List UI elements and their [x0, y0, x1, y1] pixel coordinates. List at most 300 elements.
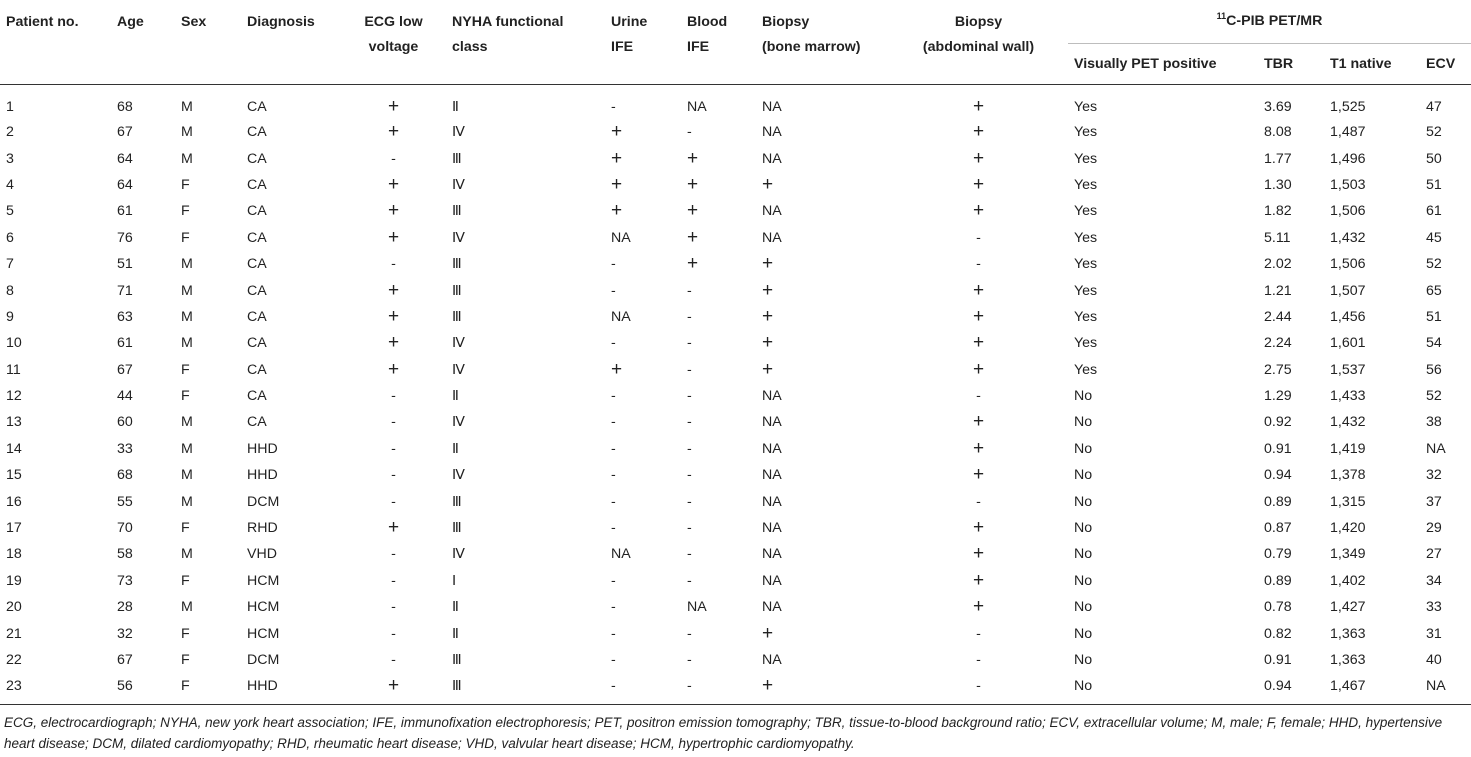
- cell-tbr: 1.82: [1264, 203, 1292, 220]
- cell-blood-ife: -: [687, 361, 692, 378]
- header-biopsy-abdominal-wall: Biopsy (abdominal wall): [889, 0, 1068, 85]
- cell-sex: F: [181, 388, 190, 405]
- cell-patient-no: 12: [6, 388, 22, 405]
- table-row: [0, 277, 1471, 303]
- cell-diagnosis: HHD: [247, 440, 278, 457]
- table-row: [0, 568, 1471, 594]
- cell-visually-pet-positive: Yes: [1074, 335, 1098, 352]
- cell-diagnosis: CA: [247, 361, 267, 378]
- cell-tbr: 1.30: [1264, 176, 1292, 193]
- cell-age: 64: [117, 176, 133, 193]
- cell-diagnosis: DCM: [247, 493, 280, 510]
- cell-sex: F: [181, 203, 190, 220]
- cell-t1-native: 1,432: [1330, 414, 1366, 431]
- cell-tbr: 2.02: [1264, 256, 1292, 273]
- table-row: [0, 357, 1471, 383]
- cell-nyha-class: Ⅳ: [452, 176, 466, 193]
- cell-patient-no: 9: [6, 308, 14, 325]
- cell-t1-native: 1,378: [1330, 467, 1366, 484]
- cell-patient-no: 21: [6, 625, 22, 642]
- cell-ecg-low-voltage: +: [387, 305, 400, 327]
- cell-age: 33: [117, 440, 133, 457]
- cell-age: 64: [117, 150, 133, 167]
- cell-sex: F: [175, 673, 241, 704]
- cell-diagnosis: CA: [247, 124, 267, 141]
- cell-age: 68: [117, 467, 133, 484]
- cell-blood-ife: -: [687, 467, 692, 484]
- cell-age: 68: [117, 99, 133, 115]
- cell-sex: M: [181, 467, 193, 484]
- cell-tbr: 5.11: [1264, 229, 1291, 246]
- cell-biopsy-abdominal-wall: -: [976, 388, 981, 405]
- cell-t1-native: 1,507: [1330, 282, 1366, 299]
- cell-nyha-class: Ⅱ: [452, 599, 459, 616]
- cell-patient-no: 7: [6, 256, 14, 273]
- cell-biopsy-abdominal-wall: +: [972, 437, 985, 459]
- cell-nyha-class: Ⅲ: [452, 520, 462, 537]
- cell-tbr: 0.91: [1264, 652, 1292, 668]
- cell-nyha-class: Ⅰ: [452, 572, 457, 589]
- cell-patient-no: 5: [6, 203, 14, 220]
- cell-sex: M: [181, 546, 193, 563]
- cell-urine-ife: NA: [611, 229, 631, 246]
- cell-blood-ife: -: [687, 572, 692, 589]
- header-age: Age: [111, 0, 175, 85]
- table-row: [0, 119, 1471, 145]
- cell-urine-ife: -: [611, 467, 616, 484]
- cell-ecg-low-voltage: -: [391, 150, 396, 167]
- cell-age: 67: [117, 361, 133, 378]
- cell-visually-pet-positive: No: [1074, 652, 1093, 668]
- cell-nyha-class: Ⅲ: [452, 256, 462, 273]
- cell-urine-ife: -: [611, 599, 616, 616]
- cell-sex: F: [181, 520, 190, 537]
- cell-ecg-low-voltage: +: [387, 173, 400, 195]
- cell-ecv: 52: [1426, 124, 1442, 141]
- cell-ecv: 50: [1426, 150, 1442, 167]
- cell-age: 67: [117, 124, 133, 141]
- cell-tbr: 0.78: [1264, 599, 1292, 616]
- cell-tbr: 0.91: [1264, 440, 1292, 457]
- cell-biopsy-bone-marrow: NA: [762, 229, 782, 246]
- cell-blood-ife: +: [687, 253, 699, 275]
- cell-visually-pet-positive: No: [1074, 520, 1093, 537]
- cell-age: 58: [117, 546, 133, 563]
- cell-ecv: 38: [1426, 414, 1442, 431]
- cell-sex: M: [181, 493, 193, 510]
- cell-t1-native: 1,506: [1330, 256, 1366, 273]
- header-blood-ife: Blood IFE: [681, 0, 756, 85]
- cell-ecg-low-voltage: +: [387, 96, 400, 117]
- cell-biopsy-abdominal-wall: +: [972, 279, 985, 301]
- cell-diagnosis: CA: [247, 335, 267, 352]
- cell-urine-ife: -: [605, 673, 681, 704]
- cell-blood-ife: -: [687, 282, 692, 299]
- cell-blood-ife: -: [687, 335, 692, 352]
- cell-ecv: 37: [1426, 493, 1442, 510]
- cell-urine-ife: +: [611, 200, 623, 222]
- cell-nyha-class: Ⅱ: [452, 440, 459, 457]
- cell-biopsy-bone-marrow: NA: [762, 599, 782, 616]
- cell-visually-pet-positive: Yes: [1074, 282, 1098, 299]
- cell-diagnosis: CA: [247, 229, 267, 246]
- cell-nyha-class: Ⅲ: [452, 652, 462, 668]
- cell-biopsy-bone-marrow: NA: [762, 414, 782, 431]
- cell-blood-ife: -: [687, 520, 692, 537]
- cell-tbr: 0.94: [1264, 467, 1292, 484]
- cell-t1-native: 1,506: [1330, 203, 1366, 220]
- cell-visually-pet-positive: No: [1074, 388, 1093, 405]
- cell-biopsy-abdominal-wall: -: [976, 652, 981, 668]
- cell-nyha-class: Ⅳ: [452, 335, 466, 352]
- cell-nyha-class: Ⅲ: [452, 150, 462, 167]
- cell-sex: M: [181, 124, 193, 141]
- cell-sex: M: [181, 440, 193, 457]
- cell-diagnosis: VHD: [247, 546, 277, 563]
- cell-t1-native: 1,315: [1330, 493, 1366, 510]
- cell-visually-pet-positive: Yes: [1074, 229, 1098, 246]
- cell-visually-pet-positive: Yes: [1074, 256, 1098, 273]
- cell-ecg-low-voltage: -: [391, 572, 396, 589]
- cell-visually-pet-positive: Yes: [1074, 150, 1098, 167]
- cell-ecv: 51: [1426, 176, 1442, 193]
- cell-visually-pet-positive: No: [1074, 414, 1093, 431]
- cell-sex: F: [181, 652, 190, 668]
- cell-blood-ife: -: [687, 625, 692, 642]
- cell-ecg-low-voltage: -: [391, 440, 396, 457]
- cell-patient-no: 8: [6, 282, 14, 299]
- cell-biopsy-bone-marrow: NA: [762, 203, 782, 220]
- cell-visually-pet-positive: Yes: [1074, 308, 1098, 325]
- cell-diagnosis: HCM: [247, 599, 280, 616]
- cell-t1-native: 1,601: [1330, 335, 1366, 352]
- cell-urine-ife: NA: [611, 546, 631, 563]
- cell-biopsy-abdominal-wall: +: [972, 358, 985, 380]
- cell-age: 56: [111, 673, 175, 704]
- table-row: [0, 85, 1471, 120]
- cell-sex: M: [181, 599, 193, 616]
- cell-urine-ife: -: [611, 388, 616, 405]
- cell-sex: M: [181, 256, 193, 273]
- cell-diagnosis: DCM: [247, 652, 280, 668]
- cell-ecg-low-voltage: -: [391, 388, 396, 405]
- cell-patient-no: 23: [0, 673, 111, 704]
- cell-blood-ife: -: [687, 414, 692, 431]
- table-row: [0, 304, 1471, 330]
- cell-sex: F: [181, 361, 190, 378]
- cell-urine-ife: -: [611, 572, 616, 589]
- cell-ecv: 65: [1426, 282, 1442, 299]
- cell-nyha-class: Ⅳ: [452, 414, 466, 431]
- cell-patient-no: 17: [6, 520, 22, 537]
- cell-biopsy-abdominal-wall: +: [972, 147, 985, 169]
- cell-ecg-low-voltage: +: [387, 332, 400, 354]
- cell-nyha-class: Ⅲ: [452, 308, 462, 325]
- cell-biopsy-abdominal-wall: +: [972, 543, 985, 565]
- cell-biopsy-bone-marrow: NA: [762, 493, 782, 510]
- cell-tbr: 1.77: [1264, 150, 1292, 167]
- cell-urine-ife: -: [611, 493, 616, 510]
- cell-biopsy-abdominal-wall: +: [972, 411, 985, 433]
- cell-diagnosis: RHD: [247, 520, 278, 537]
- cell-biopsy-abdominal-wall: +: [972, 332, 985, 354]
- table-row: [0, 409, 1471, 435]
- cell-biopsy-bone-marrow: +: [762, 358, 774, 380]
- cell-ecv: 32: [1426, 467, 1442, 484]
- cell-ecg-low-voltage: -: [391, 414, 396, 431]
- cell-ecg-low-voltage: -: [391, 625, 396, 642]
- cell-sex: F: [181, 625, 190, 642]
- cell-diagnosis: CA: [247, 203, 267, 220]
- cell-visually-pet-positive: No: [1074, 599, 1093, 616]
- cell-sex: F: [181, 572, 190, 589]
- cell-biopsy-bone-marrow: +: [762, 173, 774, 195]
- table-row: [0, 198, 1471, 224]
- cell-age: 70: [117, 520, 133, 537]
- cell-patient-no: 19: [6, 572, 22, 589]
- cell-nyha-class: Ⅱ: [452, 99, 459, 115]
- cell-t1-native: 1,525: [1330, 99, 1366, 115]
- cell-urine-ife: +: [611, 147, 623, 169]
- cell-blood-ife: +: [687, 173, 699, 195]
- cell-biopsy-bone-marrow: NA: [762, 388, 782, 405]
- cell-patient-no: 16: [6, 493, 22, 510]
- cell-sex: F: [181, 176, 190, 193]
- cell-visually-pet-positive: No: [1074, 467, 1093, 484]
- cell-biopsy-abdominal-wall: +: [972, 569, 985, 591]
- table-row: [0, 225, 1471, 251]
- table-row: [0, 541, 1471, 567]
- cell-diagnosis: CA: [247, 256, 267, 273]
- cell-nyha-class: Ⅱ: [452, 388, 459, 405]
- cell-biopsy-abdominal-wall: +: [972, 305, 985, 327]
- cell-age: 61: [117, 203, 133, 220]
- cell-nyha-class: Ⅳ: [452, 361, 466, 378]
- cell-t1-native: 1,537: [1330, 361, 1366, 378]
- cell-urine-ife: +: [611, 358, 623, 380]
- cell-ecv: 52: [1426, 388, 1442, 405]
- cell-urine-ife: -: [611, 520, 616, 537]
- cell-urine-ife: -: [611, 99, 616, 115]
- cell-blood-ife: -: [687, 546, 692, 563]
- cell-visually-pet-positive: No: [1068, 673, 1258, 704]
- cell-sex: M: [181, 99, 193, 115]
- table-header: [0, 0, 1471, 85]
- cell-biopsy-abdominal-wall: -: [976, 493, 981, 510]
- cell-biopsy-bone-marrow: NA: [762, 440, 782, 457]
- cell-urine-ife: +: [611, 121, 623, 143]
- cell-blood-ife: +: [687, 147, 699, 169]
- header-ecv: ECV: [1420, 44, 1471, 85]
- table-row: [0, 330, 1471, 356]
- table-row: [0, 436, 1471, 462]
- cell-biopsy-bone-marrow: +: [762, 279, 774, 301]
- cell-blood-ife: NA: [687, 599, 707, 616]
- cell-ecg-low-voltage: +: [387, 279, 400, 301]
- cell-biopsy-bone-marrow: +: [762, 622, 774, 644]
- cell-ecg-low-voltage: +: [387, 358, 400, 380]
- cell-biopsy-bone-marrow: NA: [762, 520, 782, 537]
- cell-ecv: 51: [1426, 308, 1442, 325]
- cell-age: 73: [117, 572, 133, 589]
- cell-t1-native: 1,363: [1330, 652, 1366, 668]
- cell-tbr: 2.44: [1264, 308, 1292, 325]
- cell-biopsy-bone-marrow: NA: [762, 124, 782, 141]
- header-visually-pet-positive: Visually PET positive: [1068, 44, 1258, 85]
- cell-biopsy-abdominal-wall: -: [976, 625, 981, 642]
- cell-ecv: 29: [1426, 520, 1442, 537]
- cell-nyha-class: Ⅳ: [452, 124, 466, 141]
- cell-biopsy-abdominal-wall: +: [972, 596, 985, 618]
- cell-patient-no: 13: [6, 414, 22, 431]
- cell-visually-pet-positive: No: [1074, 546, 1093, 563]
- cell-biopsy-abdominal-wall: -: [889, 673, 1068, 704]
- cell-biopsy-abdominal-wall: +: [972, 96, 985, 117]
- cell-ecg-low-voltage: +: [387, 517, 400, 539]
- cell-patient-no: 14: [6, 440, 22, 457]
- header-tbr: TBR: [1258, 44, 1324, 85]
- cell-tbr: 0.87: [1264, 520, 1292, 537]
- cell-visually-pet-positive: No: [1074, 625, 1093, 642]
- cell-age: 55: [117, 493, 133, 510]
- cell-ecg-low-voltage: -: [391, 652, 396, 668]
- cell-biopsy-bone-marrow: +: [756, 673, 889, 704]
- cell-t1-native: 1,433: [1330, 388, 1366, 405]
- cell-ecv: NA: [1420, 673, 1471, 704]
- header-biopsy-bone-marrow: Biopsy (bone marrow): [756, 0, 889, 85]
- cell-biopsy-abdominal-wall: -: [976, 229, 981, 246]
- cell-ecv: 34: [1426, 572, 1442, 589]
- cell-ecg-low-voltage: +: [387, 226, 400, 248]
- cell-age: 71: [117, 282, 133, 299]
- cell-tbr: 0.92: [1264, 414, 1292, 431]
- cell-urine-ife: -: [611, 335, 616, 352]
- cell-t1-native: 1,487: [1330, 124, 1366, 141]
- cell-urine-ife: -: [611, 282, 616, 299]
- table-row: [0, 172, 1471, 198]
- header-ecg-low-voltage: ECG low voltage: [341, 0, 446, 85]
- cell-ecv: 45: [1426, 229, 1442, 246]
- cell-blood-ife: -: [687, 440, 692, 457]
- cell-patient-no: 15: [6, 467, 22, 484]
- cell-patient-no: 10: [6, 335, 22, 352]
- cell-patient-no: 20: [6, 599, 22, 616]
- cell-diagnosis: CA: [247, 150, 267, 167]
- cell-sex: M: [181, 150, 193, 167]
- cell-biopsy-bone-marrow: NA: [762, 546, 782, 563]
- cell-diagnosis: CA: [247, 388, 267, 405]
- cell-nyha-class: Ⅳ: [452, 546, 466, 563]
- cell-diagnosis: HHD: [247, 467, 278, 484]
- cell-patient-no: 11: [6, 361, 21, 378]
- table-row: [0, 647, 1471, 673]
- cell-tbr: 0.82: [1264, 625, 1292, 642]
- header-nyha-class: NYHA functional class: [446, 0, 605, 85]
- header-urine-ife: Urine IFE: [605, 0, 681, 85]
- cell-visually-pet-positive: No: [1074, 440, 1093, 457]
- cell-tbr: 2.24: [1264, 335, 1292, 352]
- cell-urine-ife: NA: [611, 308, 631, 325]
- cell-biopsy-bone-marrow: NA: [762, 467, 782, 484]
- cell-t1-native: 1,456: [1330, 308, 1366, 325]
- cell-blood-ife: -: [687, 308, 692, 325]
- table-row: [0, 594, 1471, 620]
- cell-age: 63: [117, 308, 133, 325]
- cell-urine-ife: -: [611, 414, 616, 431]
- header-sex: Sex: [175, 0, 241, 85]
- cell-urine-ife: -: [611, 256, 616, 273]
- cell-biopsy-bone-marrow: NA: [762, 572, 782, 589]
- cell-patient-no: 18: [6, 546, 22, 563]
- cell-urine-ife: -: [611, 625, 616, 642]
- cell-visually-pet-positive: No: [1074, 572, 1093, 589]
- cell-patient-no: 3: [6, 150, 14, 167]
- cell-ecg-low-voltage: -: [391, 467, 396, 484]
- cell-tbr: 0.89: [1264, 572, 1292, 589]
- cell-t1-native: 1,402: [1330, 572, 1366, 589]
- cell-t1-native: 1,496: [1330, 150, 1366, 167]
- cell-sex: F: [181, 229, 190, 246]
- cell-tbr: 3.69: [1264, 99, 1292, 115]
- cell-t1-native: 1,363: [1330, 625, 1366, 642]
- cell-ecg-low-voltage: -: [391, 256, 396, 273]
- header-patient-no: Patient no.: [0, 0, 111, 85]
- cell-t1-native: 1,427: [1330, 599, 1366, 616]
- cell-sex: M: [181, 308, 193, 325]
- cell-sex: M: [181, 414, 193, 431]
- cell-biopsy-abdominal-wall: +: [972, 200, 985, 222]
- cell-blood-ife: -: [687, 493, 692, 510]
- cell-blood-ife: -: [681, 673, 756, 704]
- cell-ecv: 31: [1426, 625, 1442, 642]
- cell-nyha-class: Ⅲ: [446, 673, 605, 704]
- cell-ecv: 52: [1426, 256, 1442, 273]
- table-row: [0, 462, 1471, 488]
- cell-blood-ife: +: [687, 226, 699, 248]
- cell-t1-native: 1,432: [1330, 229, 1366, 246]
- cell-biopsy-bone-marrow: +: [762, 332, 774, 354]
- cell-t1-native: 1,503: [1330, 176, 1366, 193]
- cell-ecv: 47: [1426, 99, 1442, 115]
- cell-diagnosis: CA: [247, 176, 267, 193]
- cell-visually-pet-positive: Yes: [1074, 361, 1098, 378]
- cell-patient-no: 4: [6, 176, 14, 193]
- table-row: [0, 383, 1471, 409]
- cell-ecg-low-voltage: -: [391, 493, 396, 510]
- cell-ecv: 54: [1426, 335, 1442, 352]
- cell-ecg-low-voltage: -: [391, 599, 396, 616]
- cell-biopsy-abdominal-wall: +: [972, 464, 985, 486]
- cell-urine-ife: +: [611, 173, 623, 195]
- cell-ecv: 27: [1426, 546, 1442, 563]
- cell-nyha-class: Ⅱ: [452, 625, 459, 642]
- cell-ecv: 61: [1426, 203, 1442, 220]
- cell-biopsy-abdominal-wall: -: [976, 256, 981, 273]
- cell-sex: M: [181, 282, 193, 299]
- cell-nyha-class: Ⅳ: [452, 229, 466, 246]
- cell-visually-pet-positive: Yes: [1074, 203, 1098, 220]
- cell-visually-pet-positive: Yes: [1074, 176, 1098, 193]
- cell-age: 67: [117, 652, 133, 668]
- cell-diagnosis: CA: [247, 414, 267, 431]
- cell-blood-ife: -: [687, 652, 692, 668]
- cell-blood-ife: -: [687, 388, 692, 405]
- cell-diagnosis: HCM: [247, 625, 280, 642]
- cell-ecv: 40: [1426, 652, 1442, 668]
- cell-urine-ife: -: [611, 440, 616, 457]
- cell-visually-pet-positive: Yes: [1074, 99, 1098, 115]
- cell-patient-no: 1: [6, 99, 14, 115]
